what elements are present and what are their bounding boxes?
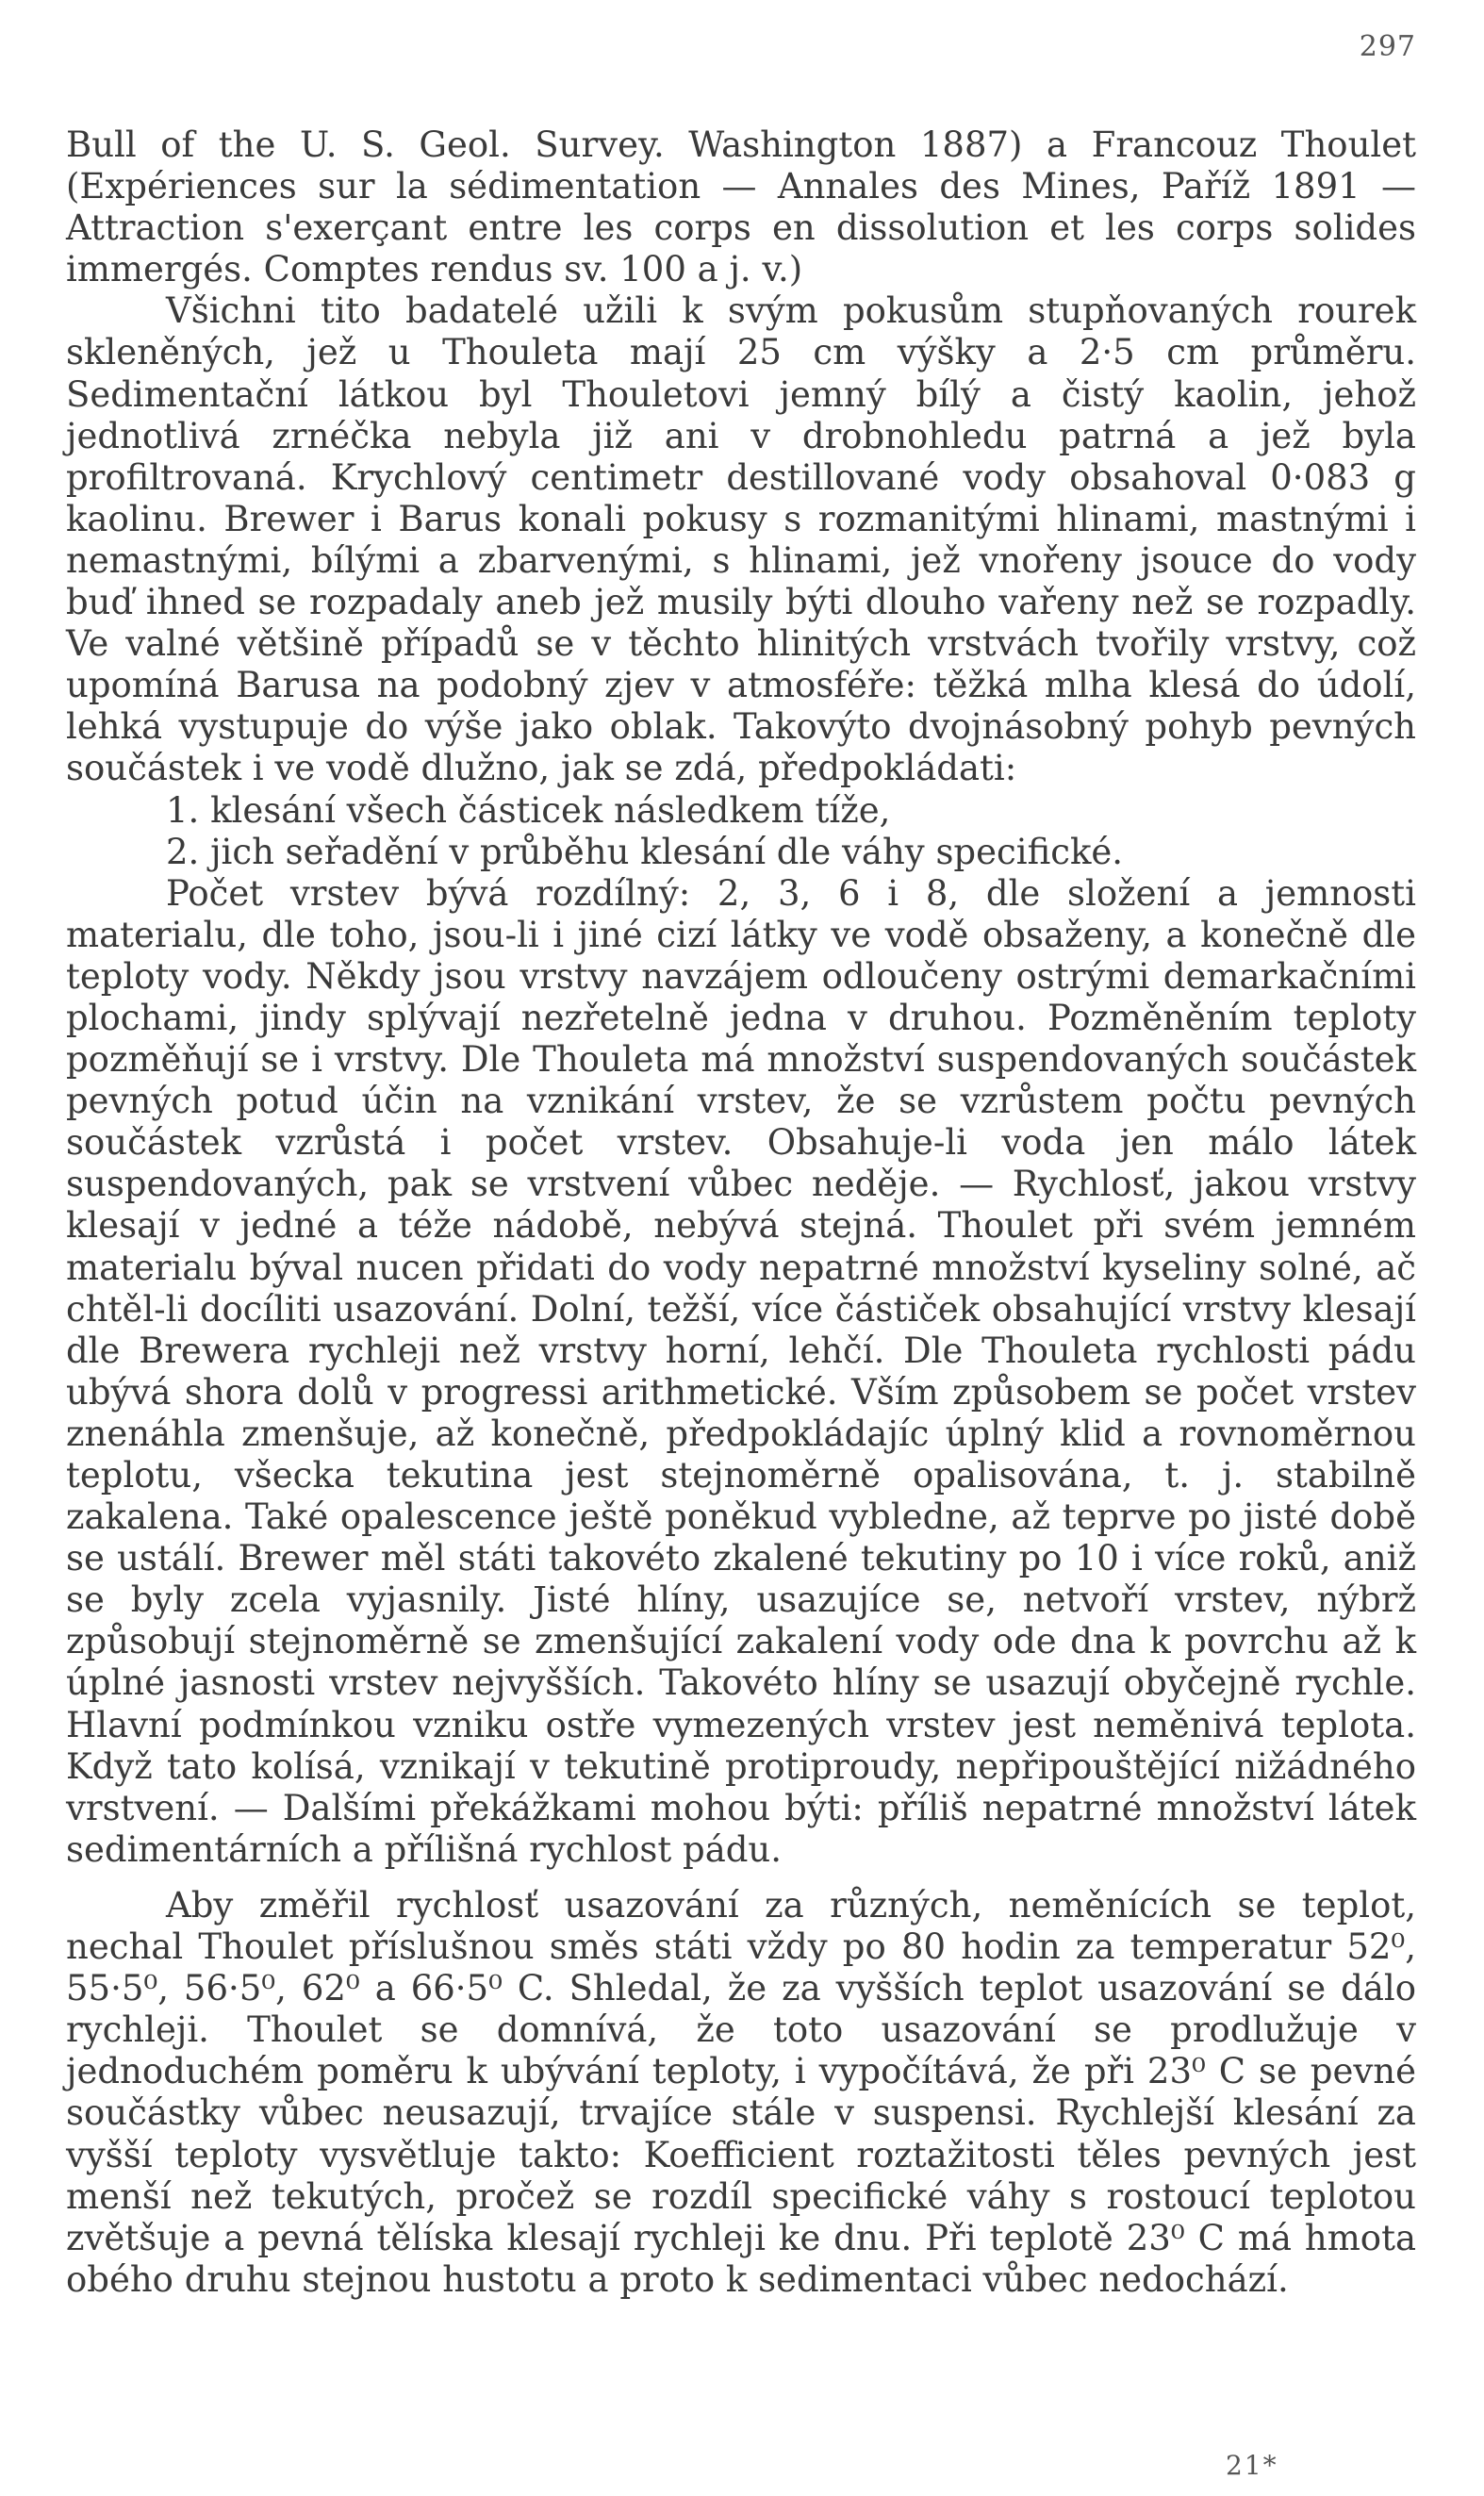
body-text [66, 124, 1416, 2301]
numbered-list [66, 790, 1416, 873]
printer-signature: 21* [1226, 2450, 1278, 2481]
page-number: 297 [1359, 30, 1416, 63]
intro-paragraph: Bull of the U. S. Geol. Survey. Washington 1887) a Francouz Thoulet (Expériences sur la sédimentation — Annales des Mines, Paříž 1891 — Attraction s'exerçant entre les corps en dissolution et les corps solides immergés. Comptes rendus sv. 100 a j. v.) [66, 124, 1416, 290]
paragraph-layers: Počet vrstev bývá rozdílný: 2, 3, 6 i 8, dle složení a jemnosti materialu, dle toho, jsou-li i jiné cizí látky ve vodě obsaženy, a konečně dle teploty vody. Někdy jsou vrstvy navzájem odloučeny ostrými demarkačními plochami, jindy splývají nezřetelně jedna v druhou. Pozměněním teploty pozměňují se i vrstvy. Dle Thouleta má množství suspendovaných součástek pevných potud účin na vznikání vrstev, že se vzrůstem počtu pevných součástek vzrůstá i počet vrstev. Obsahuje-li voda jen málo látek suspendovaných, pak se vrstvení vůbec neděje. — Rychlosť, jakou vrstvy klesají v jedné a téže nádobě, nebývá stejná. Thoulet při svém jemném materialu býval nucen přidati do vody nepatrné množství kyseliny solné, ač chtěl-li docíliti usazování. Dolní, težší, více částiček obsahující vrstvy klesají dle Brewera rychleji než vrstvy horní, lehčí. Dle Thouleta rychlosti pádu ubývá shora dolů v progressi arithmetické. Vším způsobem se počet vrstev znenáhla zmenšuje, až konečně, předpokládajíc úplný klid a rovnoměrnou teplotu, všecka tekutina jest stejnoměrně opalisována, t. j. stabilně zakalena. Také opalescence ještě poněkud vybledne, až teprve po jisté době se ustálí. Brewer měl státi takovéto zkalené tekutiny po 10 i více roků, aniž se byly zcela vyjasnily. Jisté hlíny, usazujíce se, netvoří vrstev, nýbrž způsobují stejnoměrně se zmenšující zakalení vody ode dna k povrchu až k úplné jasnosti vrstev nejvyšších. Takovéto hlíny se usazují obyčejně rychle. Hlavní podmínkou vzniku ostře vymezených vrstev jest neměnivá teplota. Když tato kolísá, vznikají v tekutině protiproudy, nepřipouštějící nižádného vrstvení. — Dalšími překážkami mohou býti: příliš nepatrné množství látek sedimentárních a přílišná rychlost pádu. [66, 872, 1416, 1870]
list-item: 1. klesání všech částicek následkem tíže, [166, 789, 891, 831]
paragraph-researchers: Všichni tito badatelé užili k svým pokusům stupňovaných rourek skleněných, jež u Thouleta mají 25 cm výšky a 2·5 cm průměru. Sedimentační látkou byl Thouletovi jemný bílý a čistý kaolin, jehož jednotlivá zrnéčka nebyla již ani v drobnohledu patrná a jež byla profiltrovaná. Krychlový centimetr destillované vody obsahoval 0·083 g kaolinu. Brewer i Barus konali pokusy s rozmanitými hlinami, mastnými i nemastnými, bílými a zbarvenými, s hlinami, jež vnořeny jsouce do vody buď ihned se rozpadaly aneb jež musily býti dlouho vařeny než se rozpadly. Ve valné většině případů se v těchto hlinitých vrstvách tvořily vrstvy, což upomíná Barusa na podobný zjev v atmosféře: těžká mlha klesá do údolí, lehká vystupuje do výše jako oblak. Takovýto dvojnásobný pohyb pevných součástek i ve vodě dlužno, jak se zdá, předpokládati: [66, 290, 1416, 789]
paragraph-temperature: Aby změřil rychlosť usazování za různých, neměnících se teplot, nechal Thoulet příslušnou směs státi vždy po 80 hodin za temperatur 52⁰, 55·5⁰, 56·5⁰, 62⁰ a 66·5⁰ C. Shledal, že za vyšších teplot usazování se dálo rychleji. Thoulet se domnívá, že toto usazování se prodlužuje v jednoduchém poměru k ubývání teploty, i vypočítává, že při 23⁰ C se pevné součástky vůbec neusazují, trvajíce stále v suspensi. Rychlejší klesání za vyšší teploty vysvětluje takto: Koefficient roztažitosti těles pevných jest menší než tekutých, pročež se rozdíl specifické váhy s rostoucí teplotou zvětšuje a pevná tělíska klesají rychleji ke dnu. Při teplotě 23⁰ C má hmota obého druhu stejnou hustotu a proto k sedimentaci vůbec nedochází. [66, 1884, 1416, 2300]
list-item: 2. jich seřadění v průběhu klesání dle váhy specifické. [166, 831, 1124, 872]
